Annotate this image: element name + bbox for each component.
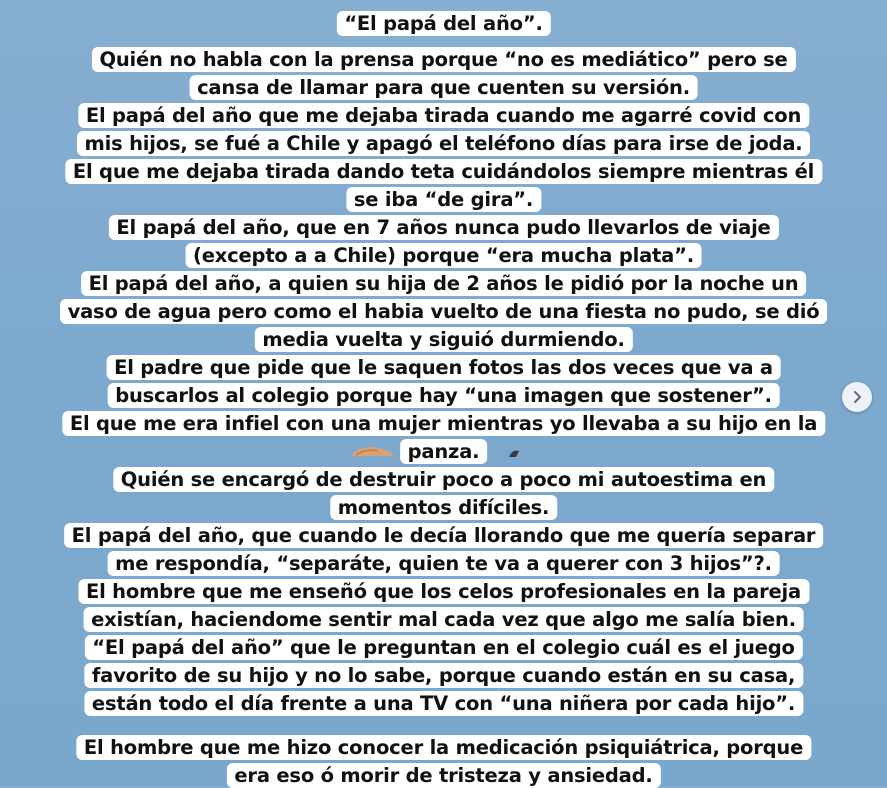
story-line: están todo el día frente a una TV con “una niñera por cada hijo”. [84,691,803,716]
story-line: El papá del año que me dejaba tirada cuando me agarré covid con [78,103,809,128]
story-line: El papá del año, que en 7 años nunca pudo llevarlos de viaje [108,215,778,240]
story-line: cansa de llamar para que cuenten su versión. [189,75,698,100]
story-line: Quién no habla con la prensa porque “no es mediático” pero se [91,47,795,72]
story-line: me respondía, “separáte, quien te va a querer con 3 hijos”?. [107,551,780,576]
story-line: El papá del año, a quien su hija de 2 años le pidió por la noche un [81,271,807,296]
story-line: mis hijos, se fué a Chile y apagó el teléfono días para irse de joda. [77,131,811,156]
sticker-image [348,444,396,458]
story-line: El padre que pide que le saquen fotos las dos veces que va a [106,355,781,380]
story-line: “El papá del año”. [336,11,550,36]
story-line: media vuelta y siguió durmiendo. [254,327,632,352]
sticker-image [508,448,520,458]
story-line: El hombre que me hizo conocer la medicación psiquiátrica, porque [76,735,811,760]
story-line: Quién se encargó de destruir poco a poco mi autoestima en [113,467,774,492]
story-line: panza. [400,439,488,464]
story-line: El hombre que me enseñó que los celos profesionales en la pareja [78,579,809,604]
story-line: El que me era infiel con una mujer mientras yo llevaba a su hijo en la [62,411,825,436]
story-line: existían, haciendome sentir mal cada vez que algo me salía bien. [83,607,804,632]
story-line: momentos difíciles. [330,495,557,520]
story-line: vaso de agua pero como el habia vuelto de una fiesta no pudo, se dió [60,299,828,324]
story-line: buscarlos al colegio porque hay “una imagen que sostener”. [107,383,780,408]
next-story-button[interactable] [842,382,872,412]
story-line: “El papá del año” que le preguntan en el colegio cuál es el juego [84,635,802,660]
story-line: era eso ó morir de tristeza y ansiedad. [226,763,660,788]
story-line: El que me dejaba tirada dando teta cuidándolos siempre mientras él [65,159,822,184]
story-line: El papá del año, que cuando le decía llorando que me quería separar [64,523,824,548]
chevron-right-icon [850,390,864,404]
story-line: (excepto a a Chile) porque “era mucha plata”. [185,243,702,268]
story-line: favorito de su hijo y no lo sabe, porque cuando están en su casa, [84,663,803,688]
story-line: se iba “de gira”. [346,187,541,212]
